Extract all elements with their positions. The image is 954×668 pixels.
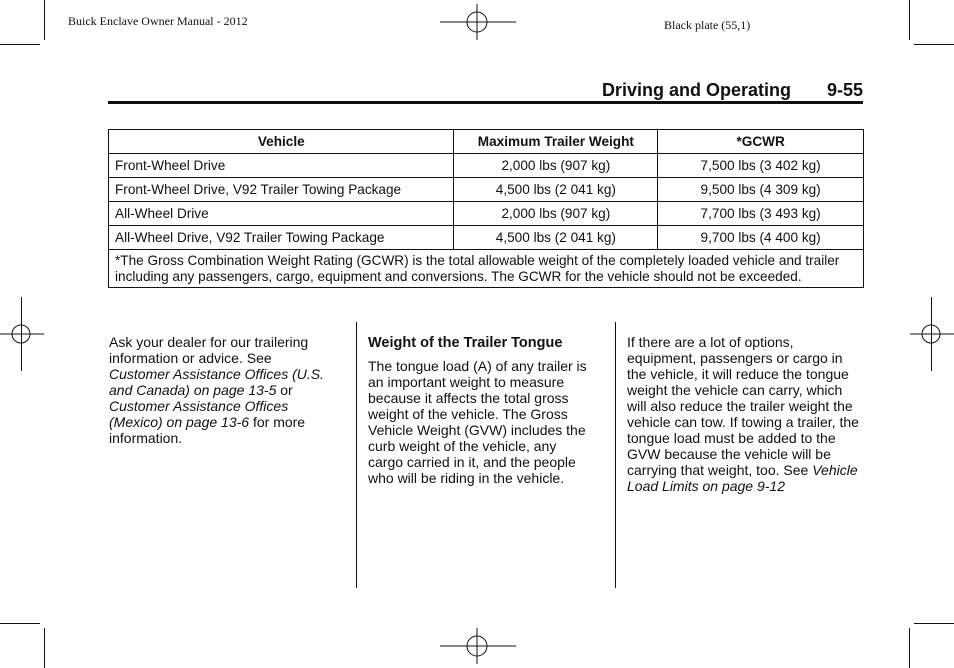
- table-cell: Front-Wheel Drive, V92 Trailer Towing Package: [109, 178, 454, 202]
- column-1: [109, 334, 334, 446]
- table-cell: Front-Wheel Drive: [109, 154, 454, 178]
- crop-mark: [0, 623, 40, 624]
- table-footnote-row: [109, 250, 864, 288]
- crop-mark: [44, 628, 45, 668]
- table-header-cell: Vehicle: [109, 130, 454, 154]
- table-cell: All-Wheel Drive, V92 Trailer Towing Package: [109, 226, 454, 250]
- table-cell: 4,500 lbs (2 041 kg): [454, 226, 658, 250]
- crop-mark: [914, 44, 954, 45]
- paragraph-text: for more information.: [109, 414, 306, 446]
- table-header-row: [109, 130, 864, 154]
- table-cell: All-Wheel Drive: [109, 202, 454, 226]
- options-paragraph: [627, 334, 865, 494]
- table-row: [109, 154, 864, 178]
- table-footnote: *The Gross Combination Weight Rating (GCWR) is the total allowable weight of the completely loaded vehicle and trailer including any passengers, cargo, equipment and conversions. The GCWR for the vehicle should not be exceeded.: [109, 250, 864, 288]
- registration-mark-top: [440, 4, 516, 40]
- section-title-text: Driving and Operating: [601, 80, 791, 100]
- table-cell: 9,500 lbs (4 309 kg): [658, 178, 864, 202]
- table-cell: 7,500 lbs (3 402 kg): [658, 154, 864, 178]
- section-heading: Weight of the Trailer Tongue: [368, 335, 563, 351]
- paragraph-text: or: [276, 382, 293, 398]
- dealer-paragraph: [109, 334, 334, 446]
- tongue-weight-paragraph: The tongue load (A) of any trailer is an important weight to measure because it affects the total gross weight of the vehicle. The Gross Vehicle Weight (GVW) includes the curb weight of the vehicle, any cargo carried in it, and the people who will be riding in the vehicle.: [368, 358, 587, 486]
- page-title: [602, 80, 863, 101]
- running-header-left: Buick Enclave Owner Manual - 2012: [68, 14, 248, 28]
- cross-reference-link[interactable]: Vehicle Load Limits on page 9-12: [627, 462, 858, 494]
- table-row: [109, 226, 864, 250]
- crop-mark: [44, 0, 45, 40]
- paragraph-text: Ask your dealer for our trailering information or advice. See: [109, 334, 309, 366]
- column-2: [368, 334, 594, 486]
- column-divider: [356, 322, 357, 588]
- cross-reference-link[interactable]: Customer Assistance Offices (U.S. and Canada) on page 13-5: [109, 366, 324, 398]
- title-rule: [108, 101, 863, 104]
- paragraph-text: If there are a lot of options, equipment, passengers or cargo in the vehicle, it will reduce the tongue weight the vehicle can carry, which will also reduce the trailer weight the vehicle can tow. If towing a trailer, the tongue load must be added to the GVW because the vehicle will be carrying that weight, too. See: [627, 334, 859, 478]
- cross-reference-link[interactable]: Customer Assistance Offices (Mexico) on page 13-6: [109, 398, 289, 430]
- crop-mark: [909, 628, 910, 668]
- table-cell: 9,700 lbs (4 400 kg): [658, 226, 864, 250]
- column-3: [627, 334, 865, 494]
- crop-mark: [914, 623, 954, 624]
- registration-mark-bottom: [440, 628, 516, 664]
- table-cell: 2,000 lbs (907 kg): [454, 154, 658, 178]
- crop-mark: [909, 0, 910, 40]
- crop-mark: [0, 44, 40, 45]
- table-header-cell: *GCWR: [658, 130, 864, 154]
- table-row: [109, 202, 864, 226]
- registration-mark-right: [910, 314, 954, 354]
- column-divider: [615, 322, 616, 588]
- page-number: 9-55: [826, 80, 863, 100]
- trailer-weight-table: [108, 129, 864, 288]
- table-cell: 4,500 lbs (2 041 kg): [454, 178, 658, 202]
- table-header-cell: Maximum Trailer Weight: [454, 130, 658, 154]
- table-cell: 7,700 lbs (3 493 kg): [658, 202, 864, 226]
- running-header-right: Black plate (55,1): [664, 18, 751, 32]
- table-cell: 2,000 lbs (907 kg): [454, 202, 658, 226]
- table-row: [109, 178, 864, 202]
- registration-mark-left: [0, 314, 44, 354]
